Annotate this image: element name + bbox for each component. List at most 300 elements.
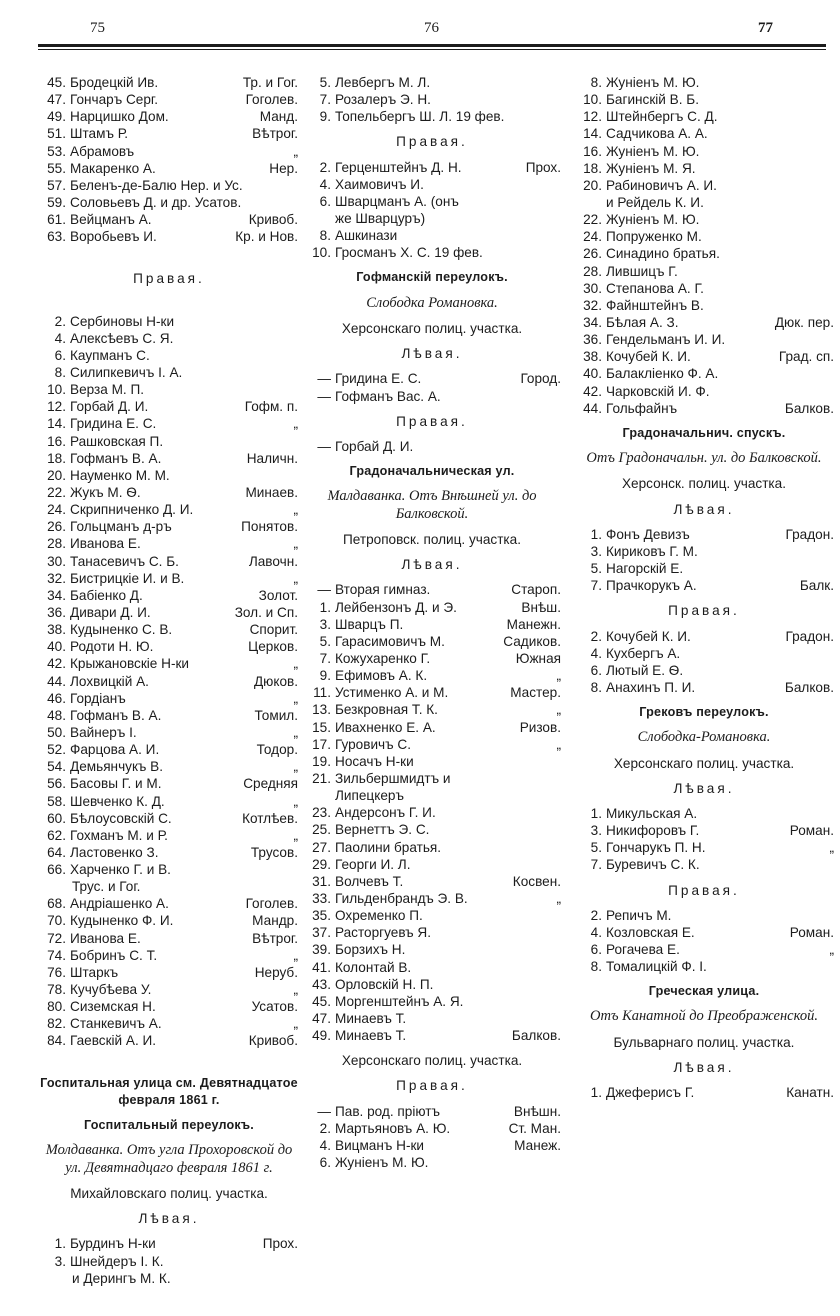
list-item: [40, 381, 298, 398]
list-item: [40, 194, 298, 211]
list-item: [303, 193, 561, 210]
cross-street: Кривоб.: [248, 1033, 298, 1049]
resident-name: Гаевскiй А. И.: [70, 1033, 157, 1049]
resident-name: Чарковскiй И. Ф.: [606, 383, 710, 399]
house-number: 7.: [590, 857, 602, 873]
continuation-text: Трус. и Гог.: [72, 879, 141, 895]
spacer: [182, 364, 298, 381]
police-district: Петроповск. полиц. участка.: [342, 532, 522, 548]
spacer: [436, 804, 561, 821]
house-number: 29.: [312, 856, 331, 872]
house-number: 45.: [312, 993, 331, 1009]
resident-name: Гридина Е. С.: [70, 416, 157, 432]
spacer: [445, 633, 503, 650]
side-heading: Правая.: [668, 882, 740, 898]
resident-name: Прачкорукъ А.: [606, 578, 697, 594]
house-number: 36.: [47, 604, 66, 620]
resident-name: Алексѣевъ С. Я.: [70, 330, 174, 346]
continuation-text: Липецкеръ: [335, 788, 404, 804]
resident-name: Вицманъ Н-ки: [335, 1137, 425, 1153]
list-item-continuation: [303, 210, 561, 227]
resident-name: Силипкевичъ I. А.: [70, 364, 183, 380]
spacer: [699, 74, 834, 91]
spacer: [163, 433, 298, 450]
list-item: [574, 314, 834, 331]
cross-street: Староп.: [511, 582, 561, 598]
resident-name: Устименко А. и М.: [335, 685, 449, 701]
house-number: 15.: [312, 719, 331, 735]
list-item: [303, 370, 561, 387]
list-item: [574, 211, 834, 228]
spacer: [141, 535, 294, 552]
spacer: [156, 160, 270, 177]
list-item: [40, 775, 298, 792]
resident-name: Безкровная Т. К.: [335, 702, 438, 718]
resident-name: Ивахненко Е. А.: [335, 719, 436, 735]
resident-name: Бобринъ С. Т.: [70, 947, 158, 963]
resident-name: Топельбергъ Ш. Л. 19 фев.: [335, 109, 505, 125]
spacer: [159, 741, 256, 758]
list-item: [303, 839, 561, 856]
list-item: [303, 1103, 561, 1120]
gap: [40, 245, 298, 262]
resident-name: Мартьяновъ А. Ю.: [335, 1120, 451, 1136]
cross-street: „: [293, 416, 298, 432]
spacer: [137, 724, 294, 741]
house-number: 74.: [47, 947, 66, 963]
list-item: [40, 313, 298, 330]
resident-name: Рогачева Е.: [606, 942, 680, 958]
resident-name: Георги И. Л.: [335, 856, 411, 872]
resident-name: Воробьевъ И.: [70, 229, 157, 245]
spacer: [709, 383, 834, 400]
cross-street: „: [829, 840, 834, 856]
list-item: [303, 890, 561, 907]
resident-name: Синадино братья.: [606, 246, 720, 262]
police-district: Херсонскаго полиц. участка.: [341, 321, 523, 337]
spacer: [189, 655, 293, 672]
list-item: [40, 758, 298, 775]
side-heading: Лѣвая.: [673, 1060, 735, 1076]
house-number: 47.: [47, 92, 66, 108]
list-item: [40, 1015, 298, 1032]
spacer: [406, 1027, 512, 1044]
resident-name: Фарцова А. И.: [70, 742, 160, 758]
spacer: [677, 400, 785, 417]
list-item: [574, 125, 834, 142]
house-number: 13.: [312, 702, 331, 718]
spacer: [459, 193, 561, 210]
resident-name: Горбай Д. И.: [335, 438, 414, 454]
house-number: —: [317, 1103, 331, 1119]
cross-street: „: [293, 690, 298, 706]
house-number: 24.: [47, 502, 66, 518]
list-item: [40, 741, 298, 758]
page-number-center: 76: [424, 20, 439, 36]
cross-street: Наличн.: [246, 450, 298, 466]
list-item: [574, 280, 834, 297]
resident-name: Охременко П.: [335, 908, 423, 924]
list-item: [303, 1027, 561, 1044]
house-number: —: [317, 438, 331, 454]
list-item: [40, 655, 298, 672]
list-item: [303, 821, 561, 838]
house-number: 4.: [54, 330, 66, 346]
side-heading: Лѣвая.: [401, 557, 463, 573]
spacer: [241, 194, 298, 211]
page-number-right: 77: [758, 20, 773, 36]
list-item: [574, 245, 834, 262]
list-item: [40, 930, 298, 947]
spacer: [158, 844, 250, 861]
spacer: [698, 543, 834, 560]
house-number: 54.: [47, 759, 66, 775]
cross-street: Канатн.: [786, 1085, 834, 1101]
spacer: [141, 930, 252, 947]
resident-name: Лившицъ Г.: [606, 263, 678, 279]
cross-street: Золот.: [258, 587, 298, 603]
list-item: [303, 924, 561, 941]
spacer: [700, 856, 834, 873]
resident-name: Гордiанъ: [70, 690, 126, 706]
resident-name: Жунiенъ М. Ю.: [606, 75, 700, 90]
spacer: [157, 947, 293, 964]
resident-name: Бабiенко Д.: [70, 587, 143, 603]
cross-street: „: [293, 1016, 298, 1032]
street-heading: Градоначальническая ул.: [349, 463, 515, 478]
house-number: 3.: [319, 616, 331, 632]
house-number: 12.: [583, 109, 602, 125]
list-item: [40, 707, 298, 724]
house-number: 84.: [47, 1033, 66, 1049]
location-note: Отъ Канатной до Преображенской.: [590, 1008, 818, 1025]
spacer: [683, 560, 834, 577]
resident-name: Гендельманъ И. И.: [606, 332, 726, 348]
cross-street: Нер.: [269, 160, 298, 176]
list-item: [40, 998, 298, 1015]
list-item: [40, 673, 298, 690]
spacer: [695, 679, 785, 696]
cross-street: „: [293, 827, 298, 843]
spacer: [193, 501, 293, 518]
resident-name: Дивари Д. И.: [70, 604, 151, 620]
list-item-continuation: [40, 878, 298, 895]
spacer: [151, 604, 235, 621]
resident-name: Кириковъ Г. М.: [606, 543, 698, 559]
list-item: [40, 74, 298, 91]
resident-name: Танасевичъ С. Б.: [70, 553, 179, 569]
spacer: [158, 91, 246, 108]
list-item: [40, 330, 298, 347]
resident-name: Герценштейнъ Д. Н.: [335, 159, 462, 175]
house-number: 80.: [47, 999, 66, 1015]
cross-street: Гоголев.: [245, 896, 298, 912]
list-item: [303, 1154, 561, 1171]
house-number: 5.: [590, 561, 602, 577]
house-number: 52.: [47, 742, 66, 758]
house-number: 61.: [47, 212, 66, 228]
cross-street: Усатов.: [251, 999, 298, 1015]
spacer: [699, 211, 834, 228]
resident-name: Бурдинъ Н-ки: [70, 1236, 156, 1252]
spacer: [243, 177, 298, 194]
cross-street: „: [556, 702, 561, 718]
resident-name: Соловьевъ Д. и др. Усатов.: [70, 194, 242, 210]
house-number: 30.: [47, 553, 66, 569]
cross-street: „: [293, 502, 298, 518]
house-number: 35.: [312, 908, 331, 924]
spacer: [156, 415, 293, 432]
spacer: [153, 638, 248, 655]
spacer: [421, 370, 520, 387]
spacer: [163, 1253, 298, 1270]
spacer: [410, 856, 561, 873]
resident-name: Андрiашенко А.: [70, 896, 169, 912]
cross-street: „: [293, 536, 298, 552]
list-item: [303, 856, 561, 873]
house-number: 33.: [312, 890, 331, 906]
resident-name: Скрипниченко Д. И.: [70, 502, 194, 518]
resident-name: Вторая гимназ.: [335, 582, 431, 598]
spacer: [429, 821, 561, 838]
list-item: [40, 450, 298, 467]
list-item: [574, 108, 834, 125]
resident-name: Гончарукъ П. Н.: [606, 840, 706, 856]
cross-street: Прох.: [525, 159, 561, 175]
resident-name: Верза М. П.: [70, 382, 145, 398]
house-number: 47.: [312, 1010, 331, 1026]
house-number: 34.: [47, 587, 66, 603]
resident-name: Харченко Г. и В.: [70, 862, 171, 878]
house-number: 57.: [47, 177, 66, 193]
house-number: —: [317, 582, 331, 598]
list-item: [40, 160, 298, 177]
spacer: [158, 74, 243, 91]
list-item: [574, 263, 834, 280]
resident-name: Гуровичъ С.: [335, 736, 411, 752]
list-item: [574, 143, 834, 160]
header-rule-thin: [38, 49, 826, 50]
resident-name: Рабиновичъ А. И.: [606, 177, 717, 193]
house-number: 4.: [590, 645, 602, 661]
house-number: 60.: [47, 810, 66, 826]
house-number: 34.: [583, 314, 602, 330]
resident-name: Жунiенъ М. Я.: [606, 160, 696, 176]
resident-name: Вейцманъ А.: [70, 212, 152, 228]
cross-street: Кр. и Нов.: [235, 229, 298, 245]
list-item-continuation: [40, 1270, 298, 1287]
list-item: [303, 581, 561, 598]
resident-name: Ластовенко З.: [70, 844, 159, 860]
resident-name: Каупманъ С.: [70, 347, 150, 363]
house-number: 12.: [47, 399, 66, 415]
spacer: [717, 177, 834, 194]
cross-street: „: [293, 656, 298, 672]
house-number: 55.: [47, 160, 66, 176]
house-number: 8.: [590, 959, 602, 975]
spacer: [172, 810, 242, 827]
resident-name: Файнштейнъ В.: [606, 297, 704, 313]
spacer: [430, 650, 516, 667]
spacer: [423, 907, 561, 924]
list-item: [303, 74, 561, 91]
resident-name: Абрамовъ: [70, 143, 135, 159]
list-item: [40, 587, 298, 604]
spacer: [413, 438, 561, 455]
spacer: [696, 160, 834, 177]
list-item: [303, 804, 561, 821]
list-item: [574, 400, 834, 417]
cross-street: „: [556, 668, 561, 684]
house-number: 49.: [47, 109, 66, 125]
resident-name: Орловскiй Н. П.: [335, 976, 434, 992]
spacer: [683, 662, 834, 679]
spacer: [411, 736, 556, 753]
column-left: [40, 74, 298, 1287]
resident-name: Джеферисъ Г.: [606, 1085, 695, 1101]
cross-street: „: [293, 982, 298, 998]
list-item: [574, 297, 834, 314]
page-number-left: 75: [90, 20, 105, 36]
house-number: 32.: [583, 297, 602, 313]
house-number: 7.: [319, 651, 331, 666]
spacer: [430, 581, 511, 598]
spacer: [128, 125, 252, 142]
spacer: [457, 599, 522, 616]
cross-street: Манеж.: [514, 1137, 561, 1153]
resident-name: Жунiенъ М. Ю.: [606, 143, 700, 159]
house-number: 6.: [54, 347, 66, 363]
spacer: [126, 690, 294, 707]
spacer: [463, 993, 561, 1010]
cross-street: Балков.: [511, 1028, 561, 1044]
cross-street: Дюк. пер.: [774, 314, 834, 330]
cross-street: Роман.: [789, 823, 834, 839]
house-number: 24.: [583, 229, 602, 245]
resident-name: Кухбергъ А.: [606, 645, 681, 661]
spacer: [427, 667, 556, 684]
list-item-continuation: [303, 787, 561, 804]
house-number: 3.: [590, 823, 602, 839]
side-heading: Лѣвая.: [401, 346, 463, 362]
list-item: [40, 553, 298, 570]
resident-name: Расторгуевъ Я.: [335, 925, 431, 941]
cross-street: Гоголев.: [245, 92, 298, 108]
resident-name: Моргенштейнъ А. Я.: [335, 993, 464, 1009]
list-item: [303, 599, 561, 616]
street-heading: Гофманскiй переулокъ.: [356, 270, 508, 285]
spacer: [424, 176, 561, 193]
list-item: [40, 415, 298, 432]
house-number: 10.: [312, 245, 331, 261]
resident-name: Кочубей К. И.: [606, 349, 691, 365]
resident-name: Носачъ Н-ки: [335, 753, 414, 769]
list-item: [574, 228, 834, 245]
spacer: [680, 645, 834, 662]
resident-name: Кожухаренко Г.: [335, 651, 431, 666]
list-item: [574, 365, 834, 382]
cross-street: Южная: [515, 651, 561, 666]
list-item: [40, 143, 298, 160]
spacer: [691, 348, 779, 365]
cross-street: Манежн.: [506, 616, 561, 632]
side-heading: Правая.: [396, 1078, 468, 1094]
spacer: [156, 1032, 249, 1049]
cross-street: „: [293, 947, 298, 963]
spacer: [680, 941, 830, 958]
street-heading: Грековъ переулокъ.: [639, 705, 769, 720]
house-number: 22.: [583, 212, 602, 228]
list-item: [303, 91, 561, 108]
cross-street: „: [293, 759, 298, 775]
list-item-continuation: [574, 194, 834, 211]
house-number: 4.: [590, 924, 602, 940]
gap: [40, 296, 298, 313]
spacer: [144, 381, 298, 398]
list-item: [40, 827, 298, 844]
list-item: [40, 724, 298, 741]
list-item: [574, 822, 834, 839]
list-item: [303, 227, 561, 244]
list-item: [40, 484, 298, 501]
list-item: [574, 177, 834, 194]
house-number: 7.: [319, 92, 331, 108]
house-number: 59.: [47, 194, 66, 210]
resident-name: Фонъ Девизъ: [606, 526, 690, 542]
house-number: 66.: [47, 862, 66, 878]
resident-name: Минаевъ Т.: [335, 1010, 407, 1026]
police-district: Херсонскаго полиц. участка.: [341, 1053, 523, 1069]
list-item: [40, 228, 298, 245]
house-number: 30.: [583, 280, 602, 296]
spacer: [414, 753, 561, 770]
resident-name: Буревичъ С. К.: [606, 857, 700, 873]
cross-street: Дюков.: [253, 673, 298, 689]
list-item: [40, 981, 298, 998]
list-item: [303, 684, 561, 701]
house-number: 2.: [590, 907, 602, 923]
house-number: 22.: [47, 484, 66, 500]
resident-name: Макаренко А.: [70, 160, 156, 176]
spacer: [671, 907, 834, 924]
house-number: 72.: [47, 930, 66, 946]
spacer: [718, 108, 834, 125]
resident-name: Никифоровъ Г.: [606, 823, 700, 839]
list-item: [40, 91, 298, 108]
cross-street: Балков.: [784, 400, 834, 416]
list-item: [574, 1084, 834, 1101]
resident-name: Станкевичъ А.: [70, 1016, 162, 1032]
list-item: [303, 976, 561, 993]
list-item: [40, 177, 298, 194]
house-number: 48.: [47, 707, 66, 723]
house-number: 4.: [319, 176, 331, 192]
list-item: [574, 160, 834, 177]
resident-name: Андерсонъ Г. И.: [335, 805, 436, 821]
house-number: 1.: [590, 1085, 602, 1101]
spacer: [411, 959, 561, 976]
resident-name: Томалицкiй Ф. I.: [606, 959, 707, 975]
cross-street: Тодор.: [256, 742, 298, 758]
house-number: 76.: [47, 964, 66, 980]
resident-name: Нагорскiй Е.: [606, 561, 684, 577]
resident-name: Штейнбергъ С. Д.: [606, 109, 718, 125]
house-number: 8.: [590, 75, 602, 90]
house-number: 25.: [312, 822, 331, 838]
cross-street: Тр. и Гог.: [242, 75, 298, 90]
resident-name: Штамъ Р.: [70, 126, 128, 142]
cross-street: Град. сп.: [778, 349, 834, 365]
